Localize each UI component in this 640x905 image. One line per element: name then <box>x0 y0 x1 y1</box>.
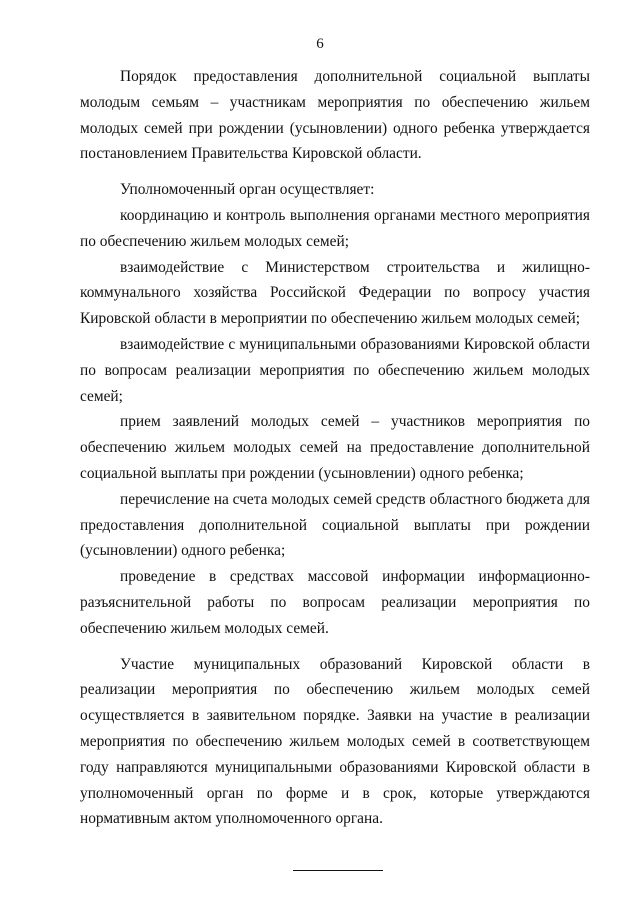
paragraph-media-outreach: проведение в средствах массовой информации информационно-разъяснительной работы по вопросам реализации мероприятия по обеспечению жильем молодых семей. <box>80 568 590 637</box>
paragraph-municipal-participation: Участие муниципальных образований Кировской области в реализации мероприятия по обеспечению жильем молодых семей осуществляется в заявительном порядке. Заявки на участие в реализации мероприятия по обеспечению жильем молодых семей в соответствующем году направляются муниципальными образованиями Кировской области в уполномоченный орган по форме и в срок, которые утверждаются нормативным актом уполномоченного органа. <box>80 655 590 828</box>
paragraph-municipal-interaction: взаимодействие с муниципальными образованиями Кировской области по вопросам реализации мероприятия по обеспечению жильем молодых семей; <box>80 335 590 405</box>
paragraph-coordination: координацию и контроль выполнения органами местного мероприятия по обеспечению жильем молодых семей; <box>80 206 590 250</box>
paragraph-fund-transfer: перечисление на счета молодых семей средств областного бюджета для предоставления дополнительной социальной выплаты при рождении (усыновлении) одного ребенка; <box>80 490 590 560</box>
document-body <box>80 64 590 832</box>
paragraph-authority-intro: Уполномоченный орган осуществляет: <box>120 181 375 199</box>
paragraph-ministry-interaction: взаимодействие с Министерством строительства и жилищно-коммунального хозяйства Российской Федерации по вопросу участия Кировской области в мероприятии по обеспечению жильем молодых семей; <box>80 258 590 328</box>
paragraph-payment-procedure: Порядок предоставления дополнительной социальной выплаты молодым семьям – участникам мероприятия по обеспечению жильем молодых семей при рождении (усыновлении) одного ребенка утверждается постановлением Правительства Кировской области. <box>80 68 590 163</box>
paragraph-applications: прием заявлений молодых семей – участников мероприятия по обеспечению жильем молодых семей на предоставление дополнительной социальной выплаты при рождении (усыновлении) одного ребенка; <box>80 413 590 482</box>
end-of-text-rule <box>293 870 383 871</box>
page-number: 6 <box>316 36 324 52</box>
